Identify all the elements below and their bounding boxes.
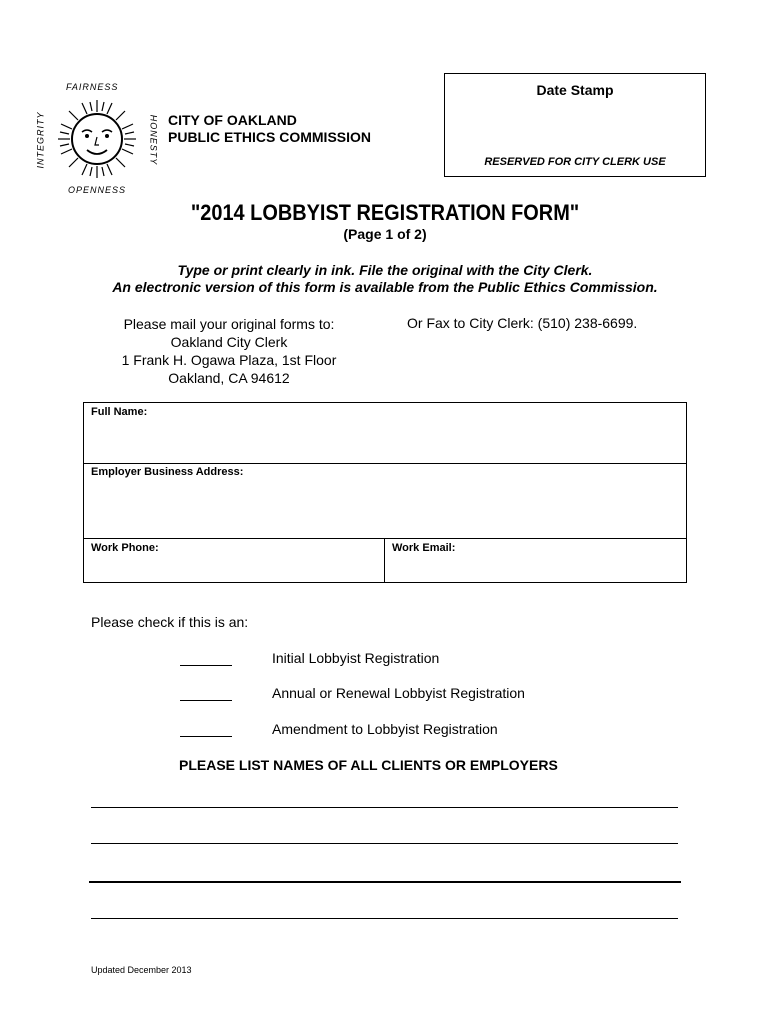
work-email-label: Work Email: (392, 542, 456, 554)
sun-face-icon (35, 80, 159, 198)
org-line-2: PUBLIC ETHICS COMMISSION (168, 129, 372, 145)
check-prompt: Please check if this is an: (91, 614, 249, 630)
footer-updated: Updated December 2013 (91, 965, 192, 975)
employer-address-field[interactable] (84, 464, 686, 539)
option-renewal-label: Annual or Renewal Lobbyist Registration (272, 685, 525, 701)
mailing-address (84, 315, 374, 387)
contact-fields-table (83, 402, 687, 583)
clients-heading: PLEASE LIST NAMES OF ALL CLIENTS OR EMPLOYERS (179, 757, 558, 773)
client-line-3[interactable] (89, 881, 681, 883)
date-stamp-box (444, 73, 706, 177)
work-phone-field[interactable] (84, 539, 385, 582)
option-initial-label: Initial Lobbyist Registration (272, 650, 440, 666)
seal-bottom-word: OPENNESS (68, 185, 127, 195)
work-phone-label: Work Phone: (91, 542, 159, 554)
reserved-note: RESERVED FOR CITY CLERK USE (484, 156, 666, 168)
checkbox-renewal-blank[interactable] (180, 700, 232, 701)
ethics-seal (35, 80, 159, 198)
contact-row (84, 539, 686, 582)
employer-address-label: Employer Business Address: (91, 466, 244, 478)
instruction-line-1: Type or print clearly in ink. File the original with the City Clerk. (177, 262, 593, 278)
seal-top-word: FAIRNESS (66, 82, 119, 92)
date-stamp-title: Date Stamp (536, 82, 614, 98)
instruction-line-2: An electronic version of this form is available from the Public Ethics Commission. (112, 279, 658, 295)
client-line-4[interactable] (91, 918, 678, 919)
checkbox-amendment-blank[interactable] (180, 736, 232, 737)
organization-name (168, 112, 371, 146)
option-amendment-label: Amendment to Lobbyist Registration (272, 721, 498, 737)
form-title: "2014 LOBBYIST REGISTRATION FORM" (190, 200, 580, 225)
full-name-label: Full Name: (91, 406, 148, 418)
client-line-1[interactable] (91, 807, 678, 808)
work-email-field[interactable] (385, 539, 686, 582)
mailing-line-4: Oakland, CA 94612 (168, 370, 290, 386)
seal-left-word: INTEGRITY (35, 111, 46, 169)
mailing-line-3: 1 Frank H. Ogawa Plaza, 1st Floor (121, 352, 337, 368)
mailing-line-1: Please mail your original forms to: (123, 316, 335, 332)
client-line-2[interactable] (91, 843, 678, 844)
full-name-field[interactable] (84, 403, 686, 464)
checkbox-initial-blank[interactable] (180, 665, 232, 666)
org-line-1: CITY OF OAKLAND (168, 112, 297, 128)
mailing-line-2: Oakland City Clerk (170, 334, 288, 350)
fax-info: Or Fax to City Clerk: (510) 238-6699. (407, 315, 638, 331)
page-info: (Page 1 of 2) (343, 226, 427, 242)
seal-right-word: HONESTY (148, 114, 159, 166)
